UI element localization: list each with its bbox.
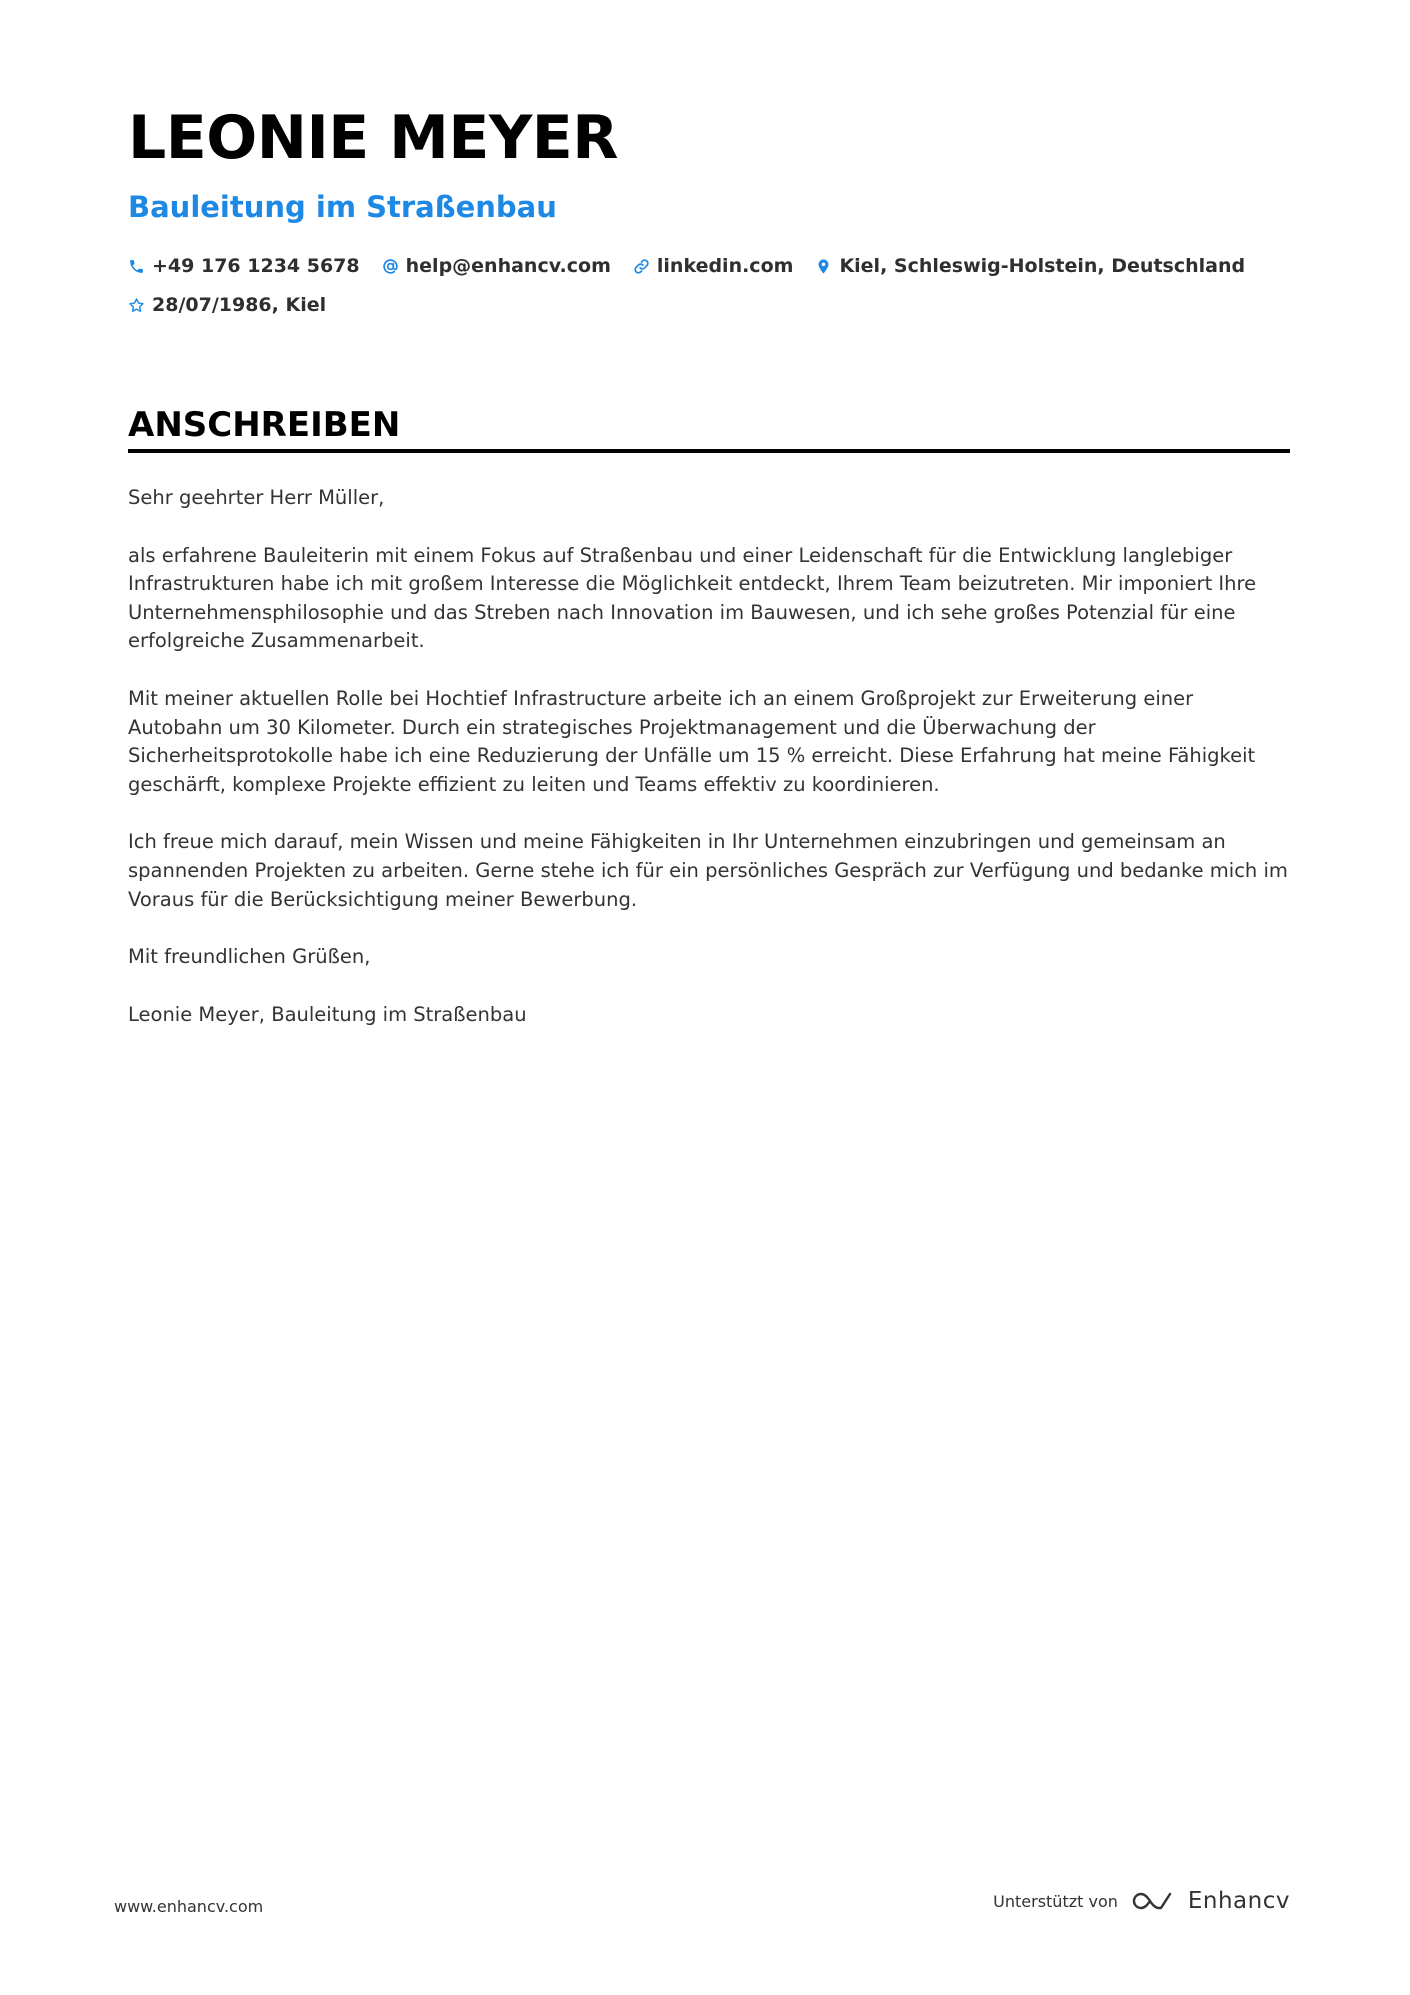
email-address: help@enhancv.com: [405, 255, 611, 277]
letter-paragraph: Mit meiner aktuellen Rolle bei Hochtief Infrastructure arbeite ich an einem Großprojekt zur Erweiterung einer Autobahn um 30 Kilometer. Durch ein strategisches Projektmanagement und die Überwachung der Sicherheitsprotokolle habe ich eine Reduzierung der Unfälle um 15 % erreicht. Diese Erfahrung hat meine Fähigkeit geschärft, komplexe Projekte effizient zu leiten und Teams effektiv zu koordinieren.: [128, 686, 1256, 796]
letter-signature: Leonie Meyer, Bauleitung im Straßenbau: [128, 1002, 527, 1026]
link-icon: [633, 258, 650, 275]
enhancv-logo-icon: [1130, 1888, 1176, 1914]
letter-paragraph: Ich freue mich darauf, mein Wissen und meine Fähigkeiten in Ihr Unternehmen einzubringen und gemeinsam an spannenden Projekten zu arbeiten. Gerne stehe ich für ein persönliches Gespräch zur Verfügung und bedanke mich im Voraus für die Berücksichtigung meiner Bewerbung.: [128, 830, 1288, 911]
job-title: Bauleitung im Straßenbau: [128, 190, 557, 224]
at-icon: [382, 258, 399, 275]
letter-salutation: Sehr geehrter Herr Müller,: [128, 486, 385, 509]
powered-by-label: Unterstützt von: [993, 1891, 1118, 1911]
contact-linkedin: [633, 255, 794, 277]
phone-icon: [128, 258, 145, 275]
map-pin-icon: [815, 258, 832, 275]
footer-brand[interactable]: [993, 1888, 1290, 1914]
birth-date-place: 28/07/1986, Kiel: [152, 294, 327, 316]
phone-number: +49 176 1234 5678: [152, 255, 360, 277]
contact-row-primary: [128, 255, 1267, 277]
contact-location: [815, 255, 1245, 277]
contact-phone: [128, 255, 360, 277]
applicant-name: LEONIE MEYER: [128, 103, 618, 173]
linkedin-link: linkedin.com: [656, 255, 794, 277]
letter-body: [128, 484, 1290, 1058]
contact-birth: [128, 294, 326, 316]
letter-paragraph: als erfahrene Bauleiterin mit einem Fokus auf Straßenbau und einer Leidenschaft für die Entwicklung langlebiger Infrastrukturen habe ich mit großem Interesse die Möglichkeit entdeckt, Ihrem Team beizutreten. Mir imponiert Ihre Unternehmensphilosophie und das Streben nach Innovation im Bauwesen, und ich sehe großes Potenzial für eine erfolgreiche Zusammenarbeit.: [128, 543, 1257, 653]
star-icon: [128, 297, 145, 314]
section-divider: [128, 449, 1290, 453]
contact-row-secondary: [128, 294, 348, 316]
brand-name: Enhancv: [1187, 1888, 1290, 1914]
contact-email: [382, 255, 611, 277]
letter-closing: Mit freundlichen Grüßen,: [128, 945, 371, 969]
location-text: Kiel, Schleswig-Holstein, Deutschland: [839, 255, 1246, 277]
section-heading: ANSCHREIBEN: [128, 405, 401, 445]
footer-url[interactable]: www.enhancv.com: [114, 1897, 264, 1916]
